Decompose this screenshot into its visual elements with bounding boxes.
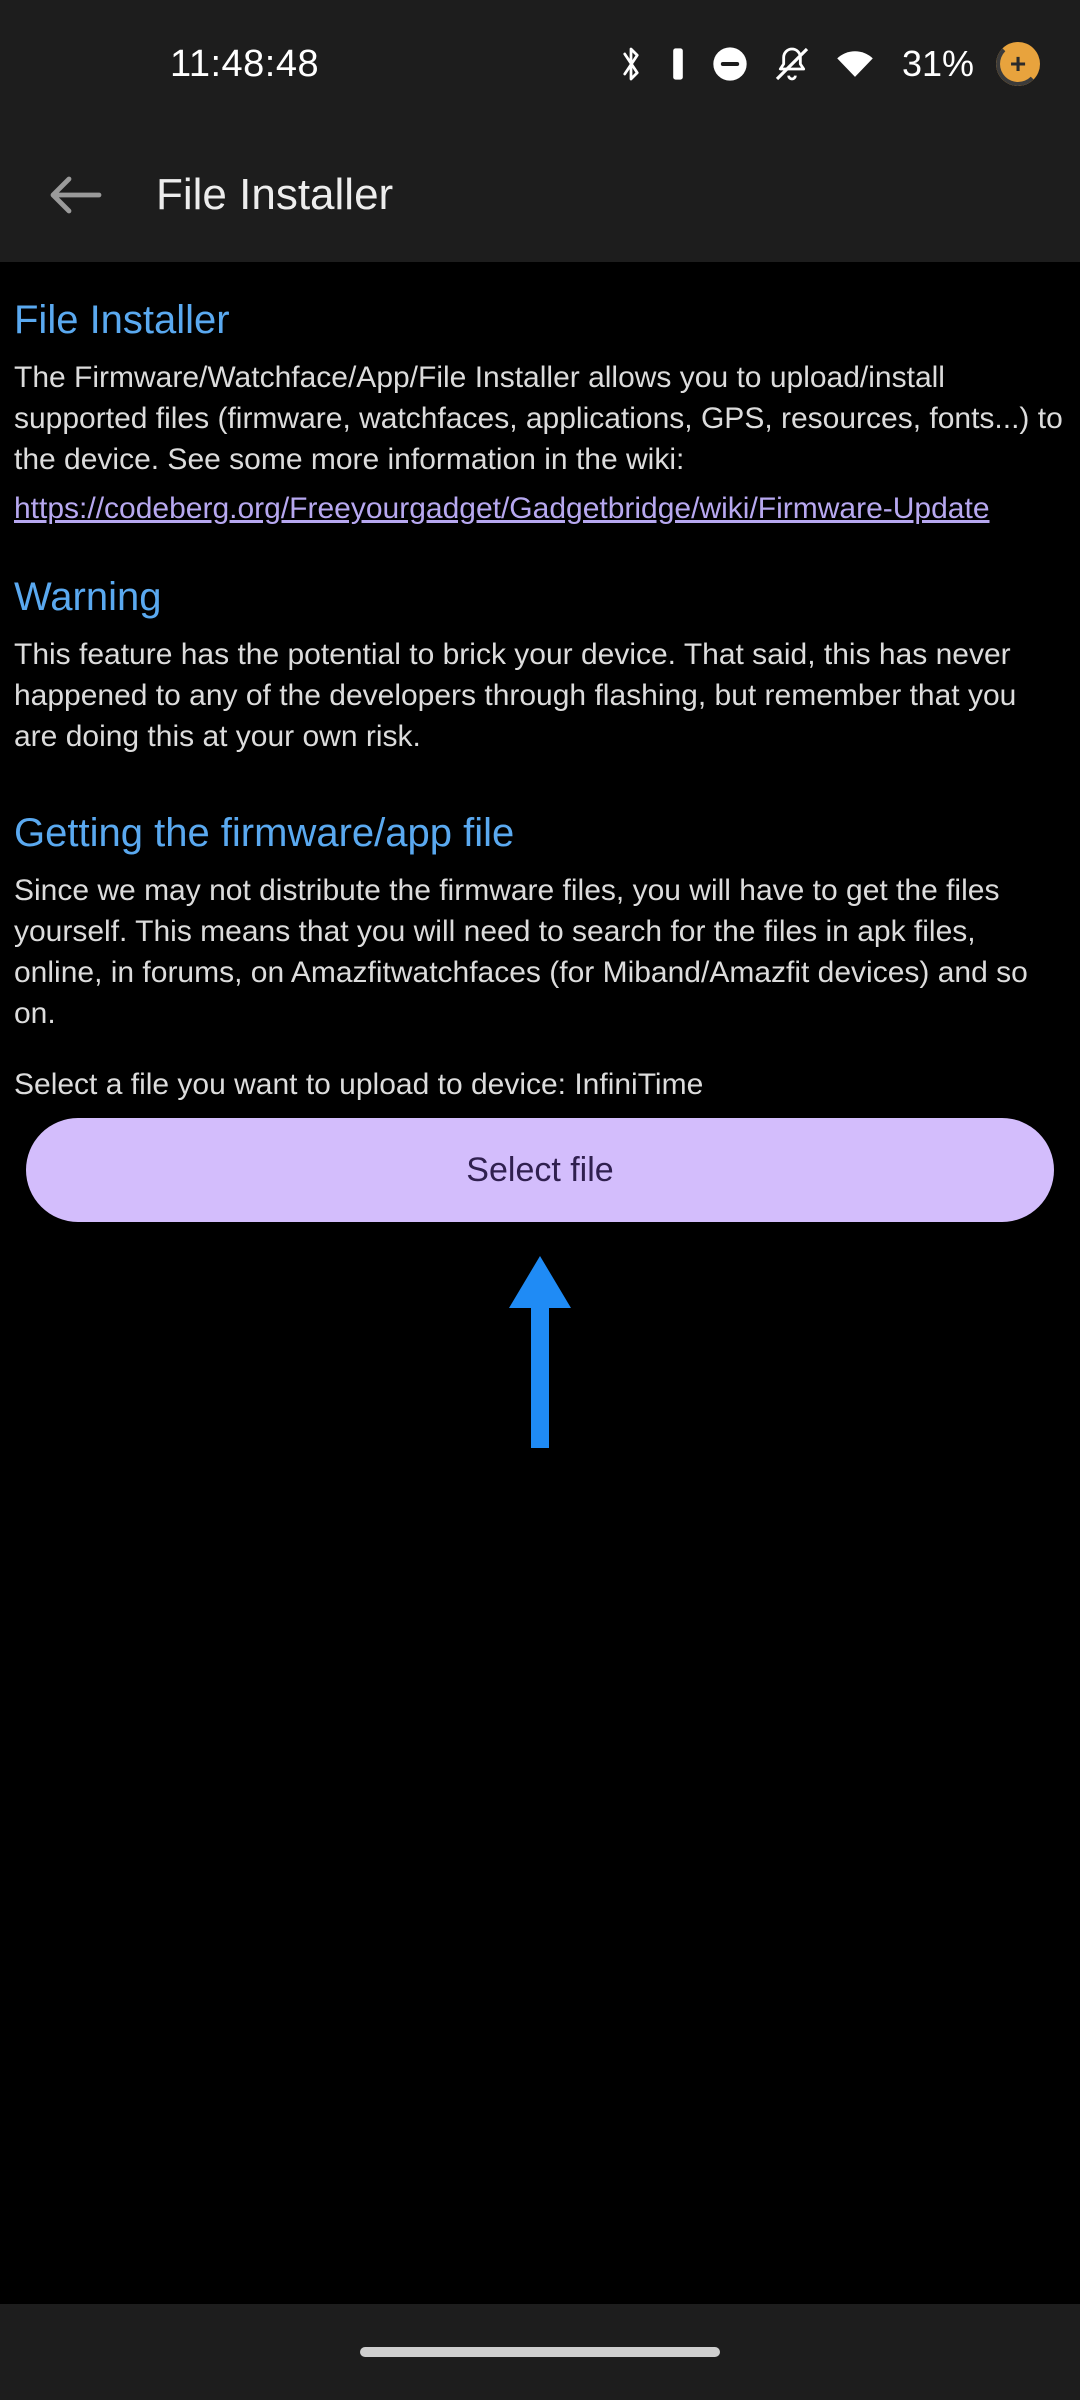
heading-getting-firmware: Getting the firmware/app file [14,811,515,855]
select-file-button[interactable]: Select file [26,1118,1054,1222]
content-area [0,262,1080,1452]
battery-percent-label: 31% [901,43,974,84]
page-title: File Installer [156,170,394,219]
home-gesture-pill[interactable] [360,2347,720,2357]
heading-file-installer: File Installer [14,298,230,342]
app-bar [0,128,1080,262]
warning-paragraph: This feature has the potential to brick your device. That said, this has never happened to any of the developers through flashing, but remember that you are doing this at your own risk. [14,638,1017,753]
dnd-icon [710,44,750,84]
back-arrow-icon[interactable] [44,164,106,226]
heading-warning: Warning [14,575,162,619]
notifications-muted-icon [772,44,812,84]
select-file-instruction: Select a file you want to upload to device: InfiniTime [14,1068,704,1101]
avatar[interactable] [996,42,1040,86]
wifi-icon [834,46,876,82]
intro-paragraph: The Firmware/Watchface/App/File Installer allows you to upload/install supported files (firmware, watchfaces, applications, GPS, resources, fonts...) to the device. See some more information in the wiki: [14,361,1063,476]
system-navigation-bar [0,2304,1080,2400]
avatar-label: + [1009,48,1027,79]
wiki-link[interactable]: https://codeberg.org/Freeyourgadget/Gadgetbridge/wiki/Firmware-Update [14,492,990,525]
annotation-arrow-wrapper [14,1252,1066,1452]
getting-firmware-paragraph: Since we may not distribute the firmware files, you will have to get the files yourself. This means that you will need to search for the files in apk files, online, in forums, on Amazfitwatchfaces (for Miband/Amazfit devices) and so on. [14,874,1028,1030]
bluetooth-icon [616,42,646,86]
status-icons [616,42,1040,86]
up-arrow-annotation-icon [505,1252,575,1452]
status-bar [0,0,1080,128]
battery-small-icon [668,46,688,82]
status-clock: 11:48:48 [170,42,320,85]
